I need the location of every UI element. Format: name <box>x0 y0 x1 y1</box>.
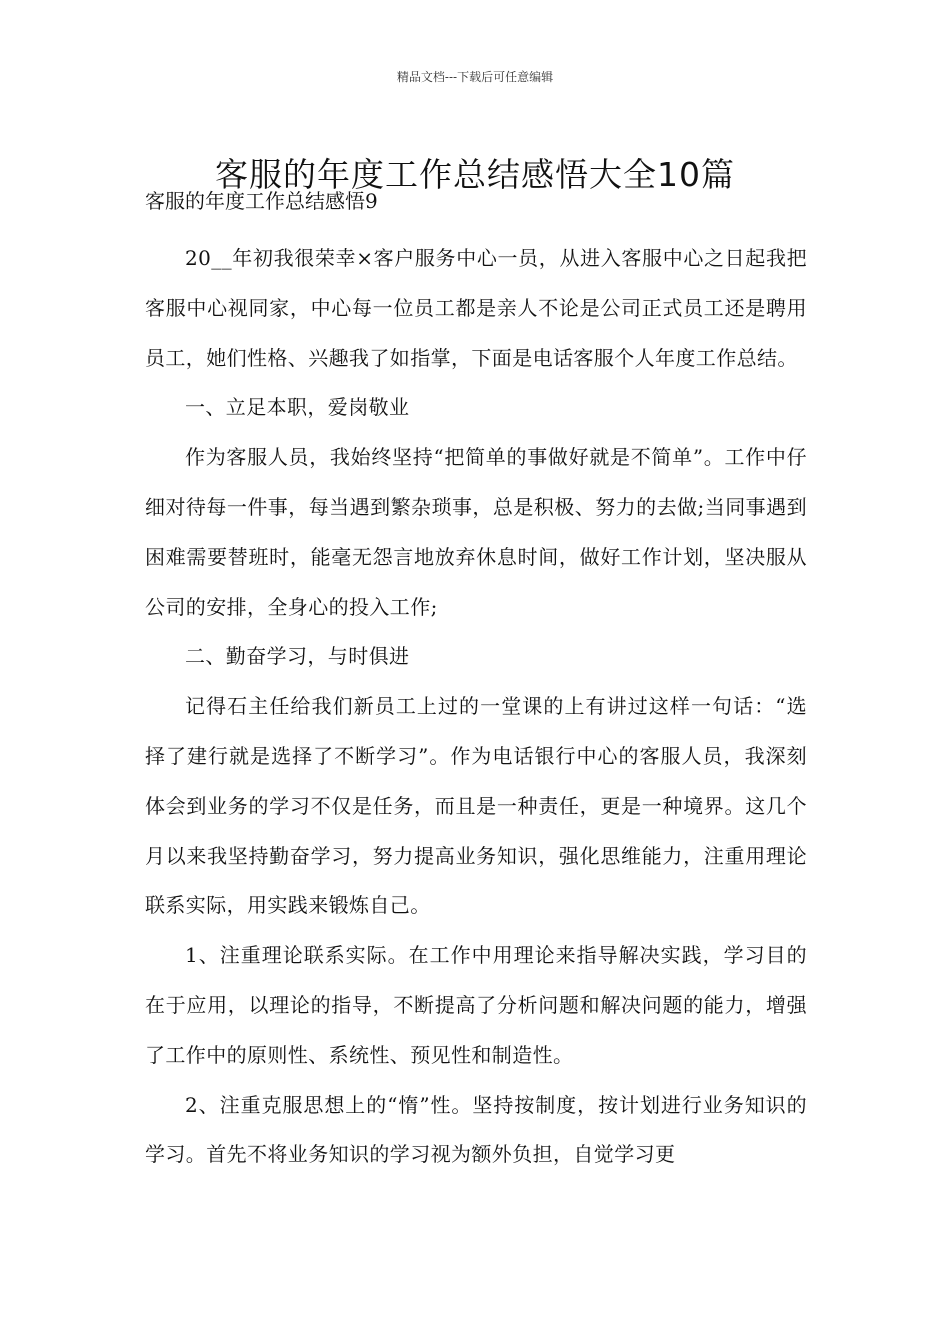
document-body <box>145 234 807 1180</box>
paragraph-point-1: 1、注重理论联系实际。在工作中用理论来指导解决实践，学习目的在于应用，以理论的指导，不断提高了分析问题和解决问题的能力，增强了工作中的原则性、系统性、预见性和制造性。 <box>145 943 807 1067</box>
paragraph-section-1: 作为客服人员，我始终坚持“把简单的事做好就是不简单”。工作中仔细对待每一件事，每当遇到繁杂琐事，总是积极、努力的去做;当同事遇到困难需要替班时，能毫无怨言地放弃休息时间，做好工作计划，坚决服从公司的安排，全身心的投入工作; <box>145 445 807 619</box>
paragraph-point-2: 2、注重克服思想上的“惰”性。坚持按制度，按计划进行业务知识的学习。首先不将业务知识的学习视为额外负担，自觉学习更 <box>145 1092 807 1167</box>
paragraph-intro: 20__年初我很荣幸×客户服务中心一员，从进入客服中心之日起我把客服中心视同家，中心每一位员工都是亲人不论是公司正式员工还是聘用员工，她们性格、兴趣我了如指掌，下面是电话客服个人年度工作总结。 <box>145 246 807 370</box>
paragraph-section-2: 记得石主任给我们新员工上过的一堂课的上有讲过这样一句话：“选择了建行就是选择了不断学习”。作为电话银行中心的客服人员，我深刻体会到业务的学习不仅是任务，而且是一种责任，更是一种境界。这几个月以来我坚持勤奋学习，努力提高业务知识，强化思维能力，注重用理论联系实际，用实践来锻炼自己。 <box>145 694 807 918</box>
document-title: 客服的年度工作总结感悟大全10篇 <box>215 155 735 195</box>
section-heading-2: 二、勤奋学习，与时俱进 <box>185 644 410 669</box>
header-note: 精品文档---下载后可任意编辑 <box>396 70 554 84</box>
document-subtitle: 客服的年度工作总结感悟9 <box>145 189 378 213</box>
section-heading-1: 一、立足本职，爱岗敬业 <box>185 395 410 420</box>
